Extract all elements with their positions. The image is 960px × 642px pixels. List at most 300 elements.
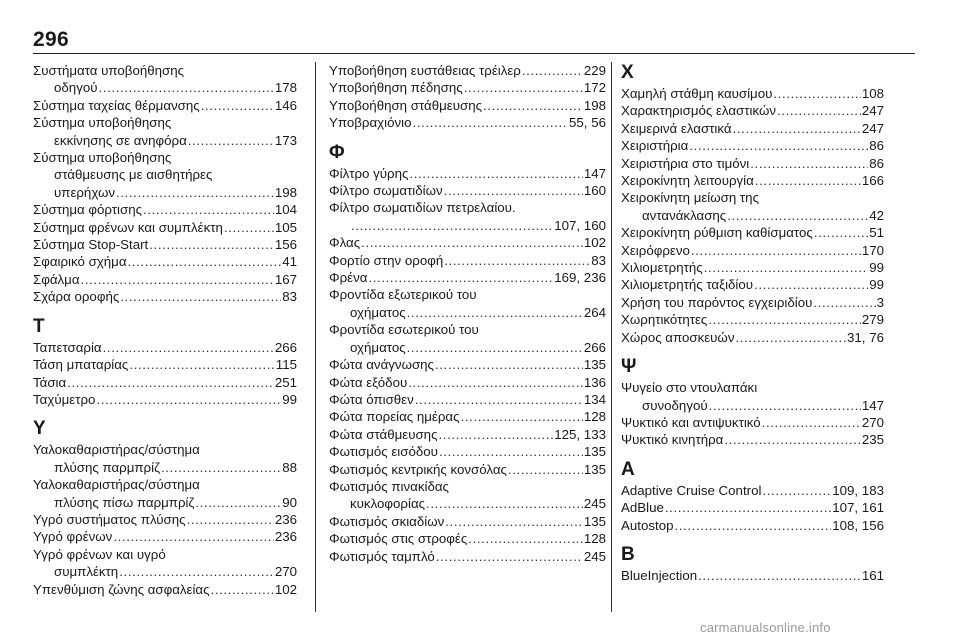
leader-dots xyxy=(407,304,583,321)
index-entry xyxy=(621,155,884,172)
letter-heading: B xyxy=(621,543,635,565)
entry-pages: 105 xyxy=(274,219,297,235)
index-entry xyxy=(621,189,884,224)
entry-pages: 178 xyxy=(274,80,297,96)
leader-dots xyxy=(665,499,831,516)
leader-dots xyxy=(483,97,583,114)
entry-term: BlueInjection xyxy=(621,567,698,583)
entry-line xyxy=(329,548,606,565)
entry-term: Ψυκτικό κινητήρα xyxy=(621,432,724,448)
entry-term: οχήματος xyxy=(350,304,406,320)
entry-line xyxy=(329,252,606,269)
letter-heading: Ψ xyxy=(621,356,637,378)
entry-term: Σύστημα υποβοήθησης xyxy=(33,115,172,131)
entry-line xyxy=(329,391,606,408)
entry-term: Σύστημα ταχείας θέρμανσης xyxy=(33,97,200,113)
leader-dots xyxy=(689,137,868,154)
entry-pages: 128 xyxy=(583,531,606,547)
entry-pages: 156 xyxy=(274,237,297,253)
leader-dots xyxy=(103,339,274,356)
leader-dots xyxy=(99,79,274,96)
index-entry xyxy=(33,201,297,218)
leader-dots xyxy=(408,374,583,391)
entry-pages: 83 xyxy=(591,252,606,268)
entry-line xyxy=(329,339,606,356)
index-entry xyxy=(33,356,297,373)
entry-pages: 279 xyxy=(861,312,884,328)
entry-pages: 99 xyxy=(869,260,884,276)
index-entry xyxy=(33,391,297,408)
leader-dots xyxy=(436,548,583,565)
entry-line xyxy=(33,511,297,528)
leader-dots xyxy=(522,62,583,79)
entry-term: Υποβοήθηση πέδησης xyxy=(329,80,463,96)
entry-term: Φωτισμός σκιαδίων xyxy=(329,513,445,529)
index-entry xyxy=(329,513,606,530)
entry-pages: 166 xyxy=(861,173,884,189)
index-entry xyxy=(33,271,297,288)
index-entry xyxy=(329,461,606,478)
index-entry xyxy=(329,356,606,373)
entry-pages: 264 xyxy=(583,304,606,320)
entry-term: Χωρητικότητες xyxy=(621,312,708,328)
index-entry xyxy=(33,236,297,253)
index-entry xyxy=(621,482,884,499)
entry-term: Υποβοήθηση στάθμευσης xyxy=(329,97,482,113)
entry-pages: 31, 76 xyxy=(847,329,884,345)
leader-dots xyxy=(412,114,568,131)
index-entry xyxy=(33,114,297,149)
entry-line xyxy=(33,374,297,391)
index-entry xyxy=(329,252,606,269)
leader-dots xyxy=(96,391,281,408)
entry-line xyxy=(329,97,606,114)
entry-line xyxy=(621,102,884,119)
index-entry xyxy=(329,97,606,114)
entry-term: συμπλέκτη xyxy=(54,564,119,580)
entry-pages: 173 xyxy=(274,132,297,148)
entry-pages: 135 xyxy=(583,513,606,529)
index-entry xyxy=(329,426,606,443)
leader-dots xyxy=(444,252,590,269)
leader-dots xyxy=(698,567,861,584)
entry-term: Υγρό φρένων xyxy=(33,529,113,545)
entry-pages: 41 xyxy=(282,254,297,270)
entry-term: Τάσια xyxy=(33,374,67,390)
entry-term: Συστήματα υποβοήθησης xyxy=(33,63,185,78)
index-entry xyxy=(621,120,884,137)
entry-term: Χαρακτηρισμός ελαστικών xyxy=(621,103,776,119)
index-entry xyxy=(33,374,297,391)
entry-pages: 86 xyxy=(869,155,884,171)
entry-line xyxy=(329,530,606,547)
index-entry xyxy=(329,199,606,234)
leader-dots xyxy=(773,85,860,102)
entry-term: Φώτα πορείας ημέρας xyxy=(329,409,460,425)
entry-line xyxy=(329,217,606,234)
leader-dots xyxy=(754,276,868,293)
entry-pages: 128 xyxy=(583,409,606,425)
leader-dots xyxy=(444,182,583,199)
index-entry xyxy=(621,329,884,346)
index-entry xyxy=(33,253,297,270)
entry-term: Φίλτρο γύρης xyxy=(329,165,409,181)
entry-term: Υπενθύμιση ζώνης ασφαλείας xyxy=(33,581,210,597)
entry-pages: 107, 161 xyxy=(832,500,884,516)
index-entry xyxy=(329,374,606,391)
entry-pages: 247 xyxy=(861,120,884,136)
entry-pages: 134 xyxy=(583,391,606,407)
leader-dots xyxy=(813,294,875,311)
index-entry xyxy=(621,102,884,119)
entry-term: Φώτα όπισθεν xyxy=(329,391,414,407)
index-entry xyxy=(33,62,297,97)
index-entry xyxy=(33,97,297,114)
index-entry xyxy=(621,242,884,259)
letter-heading: Χ xyxy=(621,62,634,83)
entry-line xyxy=(33,79,297,96)
entry-line xyxy=(621,431,884,448)
entry-term: Υαλοκαθαριστήρας/σύστημα xyxy=(33,442,200,458)
entry-pages: 247 xyxy=(861,103,884,119)
entry-term: Φορτίο στην οροφή xyxy=(329,252,444,268)
entry-line xyxy=(329,269,606,286)
entry-line xyxy=(33,391,297,408)
leader-dots xyxy=(67,374,274,391)
entry-pages: 135 xyxy=(583,444,606,460)
entry-term: Φλας xyxy=(329,235,361,251)
entry-pages: 108, 156 xyxy=(832,517,884,533)
entry-pages: 270 xyxy=(861,414,884,430)
index-entry xyxy=(329,408,606,425)
index-column-1 xyxy=(33,62,297,612)
entry-pages: 135 xyxy=(583,357,606,373)
entry-term: Φωτισμός εισόδου xyxy=(329,444,438,460)
entry-pages: 136 xyxy=(583,374,606,390)
entry-pages: 90 xyxy=(282,494,297,510)
entry-pages: 125, 133 xyxy=(554,426,606,442)
index-entry xyxy=(329,234,606,251)
index-entry xyxy=(33,219,297,236)
leader-dots xyxy=(201,97,274,114)
entry-line xyxy=(329,495,606,512)
leader-dots xyxy=(161,459,281,476)
entry-term: στάθμευσης με αισθητήρες xyxy=(54,167,213,183)
entry-line xyxy=(621,85,884,102)
entry-line xyxy=(33,581,297,598)
entry-pages: 42 xyxy=(869,207,884,223)
entry-term: Υποβοήθηση ευστάθειας τρέιλερ xyxy=(329,63,521,78)
entry-line xyxy=(33,219,297,236)
entry-term: Υποβραχιόνιο xyxy=(329,115,412,131)
entry-term: Φωτισμός ταμπλό xyxy=(329,548,435,564)
leader-dots xyxy=(224,219,274,236)
entry-pages: 135 xyxy=(583,461,606,477)
entry-pages: 161 xyxy=(861,567,884,583)
column-divider xyxy=(611,62,612,612)
index-entry xyxy=(329,182,606,199)
index-entry xyxy=(621,311,884,328)
leader-dots xyxy=(128,253,282,270)
leader-dots xyxy=(120,288,281,305)
leader-dots xyxy=(709,397,861,414)
header-rule xyxy=(33,53,915,54)
entry-line xyxy=(621,517,884,534)
entry-term: Φώτα εξόδου xyxy=(329,374,408,390)
entry-term: πλύσης πίσω παρμπρίζ xyxy=(54,494,195,510)
entry-line xyxy=(33,356,297,373)
entry-line xyxy=(621,499,884,516)
entry-line xyxy=(33,459,297,476)
entry-line xyxy=(621,397,884,414)
entry-pages: 99 xyxy=(282,391,297,407)
entry-line xyxy=(621,155,884,172)
index-entry xyxy=(33,339,297,356)
entry-term: Φρένα xyxy=(329,270,368,286)
entry-term: Ταπετσαρία xyxy=(33,339,102,355)
leader-dots xyxy=(439,443,583,460)
index-entry xyxy=(33,149,297,201)
leader-dots xyxy=(724,431,860,448)
entry-line xyxy=(33,288,297,305)
letter-heading: Τ xyxy=(33,315,45,337)
entry-term: Υγρό συστήματος πλύσης xyxy=(33,511,186,527)
entry-line xyxy=(329,374,606,391)
leader-dots xyxy=(755,172,861,189)
index-entry xyxy=(621,294,884,311)
leader-dots xyxy=(762,482,831,499)
entry-pages: 198 xyxy=(274,184,297,200)
entry-line xyxy=(33,201,297,218)
leader-dots xyxy=(409,165,582,182)
index-entry xyxy=(33,441,297,476)
leader-dots xyxy=(187,511,274,528)
entry-line xyxy=(621,567,884,584)
index-entry xyxy=(621,379,884,414)
leader-dots xyxy=(445,513,583,530)
entry-line xyxy=(621,414,884,431)
index-entry xyxy=(329,286,606,321)
entry-line xyxy=(33,528,297,545)
page-number: 296 xyxy=(33,28,69,51)
entry-pages: 147 xyxy=(583,165,606,181)
entry-line xyxy=(329,114,606,131)
leader-dots xyxy=(750,155,868,172)
leader-dots xyxy=(361,234,583,251)
index-entry xyxy=(329,269,606,286)
entry-term: Χιλιομετρητής ταξιδίου xyxy=(621,277,754,293)
entry-pages: 115 xyxy=(275,357,297,373)
entry-term: Φίλτρο σωματιδίων πετρελαίου. xyxy=(329,200,516,216)
index-entry xyxy=(621,517,884,534)
leader-dots xyxy=(351,217,553,234)
entry-pages: 229 xyxy=(583,63,606,78)
entry-pages: 104 xyxy=(274,202,297,218)
leader-dots xyxy=(113,528,273,545)
leader-dots xyxy=(708,311,860,328)
entry-line xyxy=(621,120,884,137)
leader-dots xyxy=(438,426,553,443)
entry-line xyxy=(621,137,884,154)
entry-line xyxy=(33,271,297,288)
entry-term: Χειρόφρενο xyxy=(621,242,690,258)
entry-pages: 102 xyxy=(583,235,606,251)
leader-dots xyxy=(188,132,274,149)
entry-pages: 172 xyxy=(583,80,606,96)
entry-line xyxy=(33,236,297,253)
index-entry xyxy=(621,172,884,189)
entry-pages: 147 xyxy=(861,397,884,413)
entry-term: Φωτισμός πινακίδας xyxy=(329,478,449,494)
index-entry xyxy=(33,288,297,305)
entry-term: Σύστημα υποβοήθησης xyxy=(33,150,172,166)
index-entry xyxy=(621,276,884,293)
entry-line xyxy=(329,165,606,182)
index-column-2 xyxy=(329,62,606,612)
entry-line xyxy=(329,513,606,530)
entry-term: οχήματος xyxy=(350,339,406,355)
entry-pages: 107, 160 xyxy=(554,217,606,233)
entry-term: Χειροκίνητη μείωση της xyxy=(621,190,759,206)
index-entry xyxy=(621,499,884,516)
leader-dots xyxy=(762,414,861,431)
entry-pages: 160 xyxy=(583,183,606,199)
entry-pages: 169, 236 xyxy=(554,270,606,286)
index-entry xyxy=(621,414,884,431)
leader-dots xyxy=(814,224,868,241)
entry-line xyxy=(621,311,884,328)
entry-line xyxy=(329,443,606,460)
entry-line xyxy=(329,79,606,96)
entry-term: Adaptive Cruise Control xyxy=(621,482,762,498)
entry-term: Χειροκίνητη λειτουργία xyxy=(621,173,754,189)
leader-dots xyxy=(508,461,583,478)
entry-term: υπερήχων xyxy=(54,184,115,200)
entry-term: Ψυγείο στο ντουλαπάκι xyxy=(621,380,758,396)
index-entry xyxy=(621,567,884,584)
entry-pages: 266 xyxy=(583,339,606,355)
entry-pages: 167 xyxy=(274,271,297,287)
index-entry xyxy=(33,546,297,581)
entry-term: κυκλοφορίας xyxy=(350,496,426,512)
entry-pages: 251 xyxy=(274,374,297,390)
entry-term: AdBlue xyxy=(621,500,664,516)
entry-pages: 236 xyxy=(274,511,297,527)
entry-term: Υγρό φρένων και υγρό xyxy=(33,546,166,562)
entry-pages: 99 xyxy=(869,277,884,293)
entry-line xyxy=(329,62,606,79)
leader-dots xyxy=(195,494,281,511)
entry-pages: 109, 183 xyxy=(832,482,884,498)
entry-pages: 108 xyxy=(861,86,884,101)
entry-pages: 198 xyxy=(583,97,606,113)
entry-term: Σύστημα φρένων και συμπλέκτη xyxy=(33,219,223,235)
entry-term: αντανάκλασης xyxy=(642,207,727,223)
leader-dots xyxy=(426,495,583,512)
leader-dots xyxy=(116,184,274,201)
entry-term: Φίλτρο σωματιδίων xyxy=(329,183,443,199)
entry-term: Χώρος αποσκευών xyxy=(621,329,735,345)
watermark: carmanualsonline.info xyxy=(700,620,831,635)
leader-dots xyxy=(435,356,583,373)
leader-dots xyxy=(119,563,274,580)
index-entry xyxy=(329,391,606,408)
entry-line xyxy=(33,253,297,270)
index-entry xyxy=(329,114,606,131)
index-entry xyxy=(329,165,606,182)
leader-dots xyxy=(691,242,861,259)
entry-term: Ψυκτικό και αντιψυκτικό xyxy=(621,414,761,430)
entry-line xyxy=(329,408,606,425)
letter-heading: Υ xyxy=(33,418,46,440)
entry-pages: 235 xyxy=(861,432,884,448)
entry-term: Σύστημα φόρτισης xyxy=(33,202,142,218)
leader-dots xyxy=(675,517,832,534)
entry-line xyxy=(621,482,884,499)
index-entry xyxy=(329,443,606,460)
entry-pages: 102 xyxy=(274,581,297,597)
entry-line xyxy=(33,339,297,356)
entry-line xyxy=(33,97,297,114)
letter-heading: A xyxy=(621,458,635,480)
leader-dots xyxy=(704,259,869,276)
entry-line xyxy=(329,461,606,478)
index-entry xyxy=(621,431,884,448)
leader-dots xyxy=(211,581,274,598)
entry-line xyxy=(621,276,884,293)
entry-term: Χειμερινά ελαστικά xyxy=(621,120,732,136)
entry-pages: 236 xyxy=(274,529,297,545)
entry-line xyxy=(621,242,884,259)
entry-pages: 146 xyxy=(274,97,297,113)
entry-term: Σφάλμα xyxy=(33,271,80,287)
entry-pages: 170 xyxy=(861,242,884,258)
entry-line xyxy=(33,184,297,201)
entry-term: οδηγού xyxy=(54,80,98,96)
leader-dots xyxy=(129,356,274,373)
leader-dots xyxy=(415,391,583,408)
entry-term: Φώτα ανάγνωσης xyxy=(329,357,434,373)
leader-dots xyxy=(733,120,861,137)
entry-term: Τάση μπαταρίας xyxy=(33,357,129,373)
entry-term: πλύσης παρμπρίζ xyxy=(54,459,160,475)
leader-dots xyxy=(468,530,583,547)
entry-term: Χαμηλή στάθμη καυσίμου xyxy=(621,86,773,101)
index-entry xyxy=(329,530,606,547)
entry-term: Φροντίδα εξωτερικού του xyxy=(329,287,477,303)
entry-term: Σύστημα Stop-Start xyxy=(33,237,149,253)
leader-dots xyxy=(143,201,274,218)
index-entry xyxy=(329,62,606,79)
index-entry xyxy=(33,528,297,545)
entry-pages: 88 xyxy=(282,459,297,475)
index-entry xyxy=(329,79,606,96)
entry-term: Φροντίδα εσωτερικού του xyxy=(329,322,479,338)
entry-line xyxy=(621,294,884,311)
entry-term: Χειριστήρια στο τιμόνι xyxy=(621,155,750,171)
entry-pages: 266 xyxy=(274,339,297,355)
index-entry xyxy=(33,476,297,511)
entry-line xyxy=(621,259,884,276)
leader-dots xyxy=(461,408,583,425)
entry-term: Χρήση του παρόντος εγχειριδίου xyxy=(621,294,813,310)
entry-pages: 55, 56 xyxy=(569,115,606,131)
index-entry xyxy=(33,511,297,528)
entry-line xyxy=(33,563,297,580)
index-entry xyxy=(329,321,606,356)
entry-term: Σφαιρικό σχήμα xyxy=(33,254,127,270)
entry-pages: 245 xyxy=(583,548,606,564)
